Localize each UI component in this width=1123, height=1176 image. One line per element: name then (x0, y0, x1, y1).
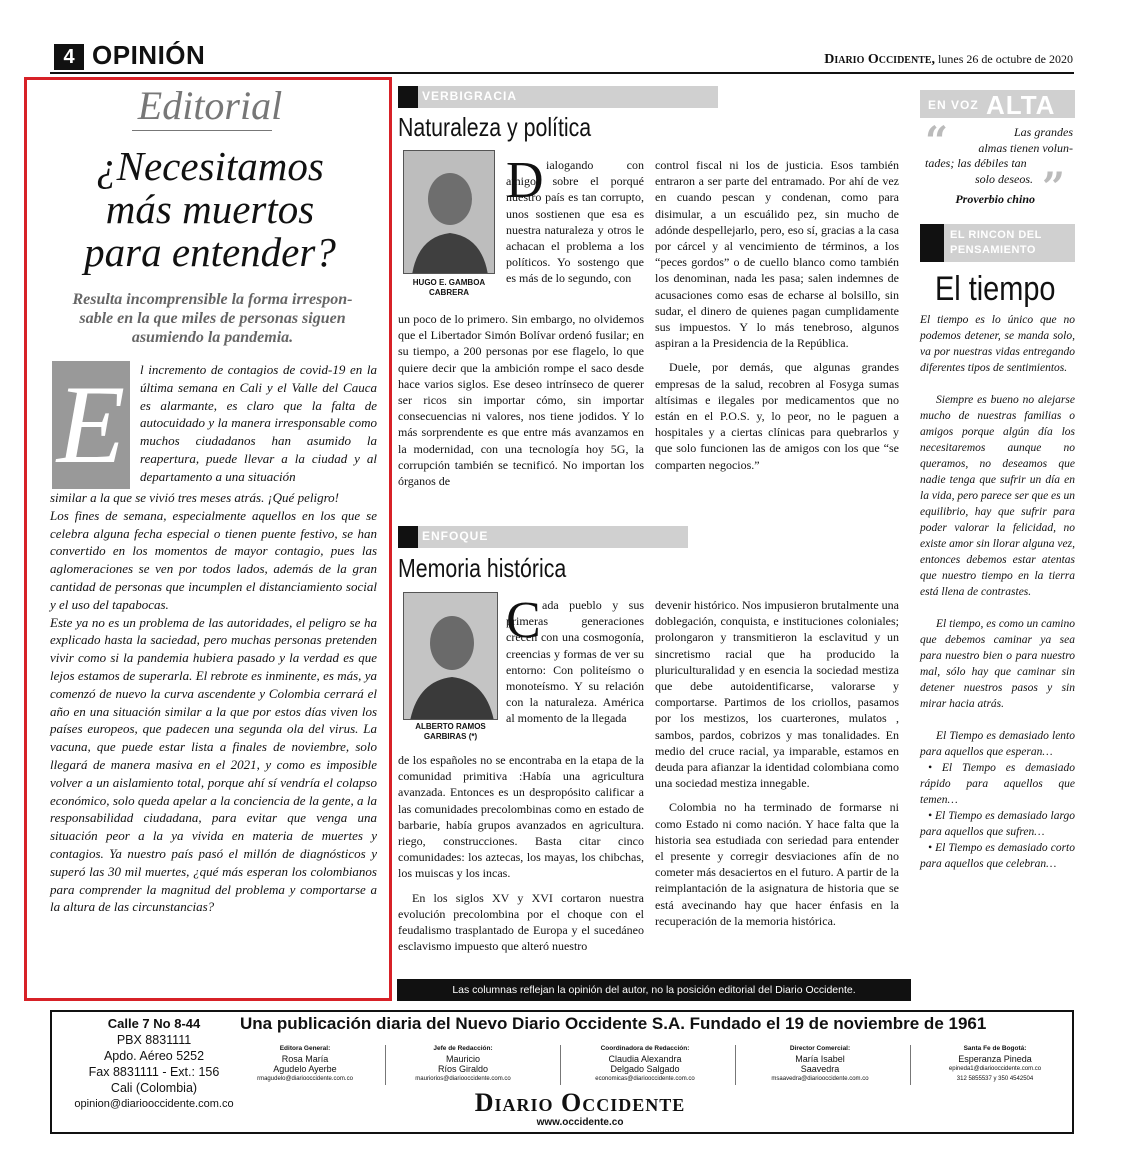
staff-name: Rosa María (281, 1054, 329, 1064)
rincon-label-line: PENSAMIENTO (950, 244, 1036, 256)
section-title: OPINIÓN (92, 40, 206, 70)
verbigracia-lead: ialogando con amigos sobre el porqué nuestro país es tan corrupto, unos sostienen que esa es nuestra naturaleza y otros le achacan el problema a los políticos. Yo sostengo que es más de lo segundo, con (506, 158, 644, 286)
verbigracia-paragraph: control fiscal ni los de justicia. Esos también entraron a ser parte del entramado. Por ahí de vez en cuando pescan y condenan, como para disimular, a un escuálido pez, sin mucho de adónde despellejarlo, pero, eso sí, gracias a la casa por cárcel y al vencimiento de términos, a los “peces gordos” o de cuello blanco como también los denominan, nada les pasa; salen indemnes de acusaciones como esas de echarse al bolsillo, sin sudar, el dinero de quienes pagan cumplidamente sus impuestos. Y lo más tenebroso, algunos aspiran a la Presidencia de la República. (655, 158, 899, 351)
en-voz-alta-header (920, 90, 1075, 118)
disclaimer-bar: Las columnas reflejan la opinión del autor, no la posición editorial del Diario Occidente. (397, 979, 911, 1001)
staff-role: Santa Fe de Bogotá: (963, 1045, 1027, 1052)
enfoque-header (398, 526, 688, 548)
rincon-header (920, 224, 1075, 262)
dateline (824, 52, 1073, 68)
website-url[interactable]: www.occidente.co (536, 1117, 624, 1128)
rincon-body (920, 312, 1075, 872)
author-photo-gamboa (403, 150, 495, 274)
editorial-paragraph: Este ya no es un problema de las autoridades, el peligro se ha explicado hasta la saciedad, pero muchas personas pretenden vivir como si la pandemia hubiera pasado y la verdad es que lejos estamos de superarla. El rebrote es inminente, es más, ya comenzó de nuevo la curva ascendente y Colombia cerrará el año en una situación similar a la que por estos días viven los países europeos, que padecen una segunda ola del virus. La vacuna, que puede estar lista a finales de noviembre, solo llegará de manera masiva en el 2021, y como es imposible volver a un aislamiento total, porque ahí sí vendría el colapso económico, solo queda apelar a la conciencia de la gente, a la responsabilidad ciudadana, para evitar que venga una situación peor a la ya vivida en materia de muertes y contagios. Ya nuestro país pasó el millón de diagnósticos y superó las 30 mil muertes, ¿qué más esperan los colombianos para comprender la magnitud del problema y comportarse a la altura de las circunstancias? (50, 614, 377, 915)
page-number: 4 (54, 44, 84, 70)
staff-block (398, 1044, 528, 1084)
staff-name: María Isabel (795, 1054, 845, 1064)
issue-date: lunes 26 de octubre de 2020 (935, 52, 1073, 66)
newspaper-logo: Diario Occidente (474, 1088, 686, 1117)
staff-divider (560, 1045, 561, 1085)
staff-email: epineda1@diariooccidente.com.co (948, 1066, 1042, 1072)
paper-name: Diario Occidente, (824, 52, 936, 67)
alta-label: ALTA (986, 90, 1056, 120)
rincon-label (950, 228, 1042, 258)
enfoque-paragraph: Colombia no ha terminado de formarse ni como Estado ni como nación. Y hace falta que la historia sea estudiada con seriedad para entender el presente y corregir desviaciones afín de no cometer más desaciertos en el futuro. A partir de la reimplantación de la asignatura de historia que se está avecinando hay que hacer énfasis en la recuperación de la memoria histórica. (655, 800, 899, 928)
rincon-label-line: EL RINCON DEL (950, 229, 1042, 241)
close-quote-icon: ” (1042, 164, 1066, 211)
headline-line: ¿Necesitamos (96, 143, 324, 189)
address-line: PBX 8831111 (116, 1033, 192, 1047)
staff-role: Editora General: (279, 1045, 331, 1052)
enfoque-paragraph: de los españoles no se encontraba en la etapa de la comunidad primitiva :Había una agricultura avanzada. Entonces es un despropósito calificar a las comunidades precolombinas como en estado de barbarie, había grupos avanzados en agricultura. riego, construcciones. Basta citar cinco comunidades: los aztecas, los mayas, los chibchas, los muiscas y los incas. (398, 753, 644, 881)
staff-name: Esperanza Pineda (958, 1054, 1032, 1064)
publication-tagline: Una publicación diaria del Nuevo Diario Occidente S.A. Fundado el 19 de noviembre de 1961 (240, 1014, 987, 1033)
subtitle-line: asumiendo la pandemia. (131, 329, 294, 346)
rincon-paragraph: El tiempo, es como un camino que debemos caminar ya sea para nuestro bien o para nuestro mal, sólo hay que caminar sin detener nuestros pasos y sin mirar hacia atrás. (920, 618, 1075, 710)
editorial-dropcap: E (52, 361, 130, 489)
address-line: Calle 7 No 8-44 (107, 1016, 201, 1031)
author-name-line: ALBERTO RAMOS (415, 722, 486, 731)
staff-divider (735, 1045, 736, 1085)
subtitle-line: Resulta incomprensible la forma irrespon- (72, 291, 353, 308)
staff-name: Claudia Alexandra (608, 1054, 682, 1064)
header-rule (50, 72, 1074, 74)
staff-block (920, 1044, 1070, 1084)
author-caption-gamboa (403, 278, 495, 298)
author-name-line: HUGO E. GAMBOA (412, 278, 486, 287)
author-caption-ramos (403, 722, 498, 742)
header-square (398, 526, 418, 548)
enfoque-title: Memoria histórica (398, 553, 567, 583)
address-line: Cali (Colombia) (110, 1081, 198, 1095)
rincon-bullet: • El Tiempo es demasiado largo para aquellos que sufren… (920, 810, 1075, 838)
verbigracia-title: Naturaleza y política (398, 112, 592, 142)
address-email: opinion@diariooccidente.com.co (74, 1098, 234, 1110)
person-silhouette-icon (404, 151, 495, 274)
quote-author: Proverbio chino (955, 192, 1035, 206)
staff-block (745, 1044, 895, 1084)
staff-name: Agudelo Ayerbe (273, 1064, 337, 1074)
editorial-paragraph: Los fines de semana, especialmente aquellos en los que se celebra alguna fecha especial o tienen puente festivo, se han convertido en los momentos de mayor contagio, pues las aglomeraciones se ven por todos lados, además de la gran cantidad de personas que incumplen el distanciamiento social y el uso del tapabocas. (50, 507, 377, 612)
quote-line: almas tienen volun- (978, 140, 1073, 155)
verbigracia-col2 (655, 157, 899, 473)
staff-divider (385, 1045, 386, 1085)
enfoque-dropcap: C (506, 592, 541, 649)
header-square (920, 224, 944, 262)
enfoque-col2 (655, 597, 899, 929)
staff-block (240, 1044, 370, 1084)
staff-role: Director Comercial: (789, 1045, 851, 1052)
column-label: ENFOQUE (422, 529, 489, 543)
editorial-body (50, 489, 377, 916)
staff-block (570, 1044, 720, 1084)
en-voz-label: EN VOZ (928, 98, 979, 112)
rincon-paragraph: Siempre es bueno no alejarse mucho de nuestras familias o amigos porque algún día los necesitaremos aunque no queramos, no deseamos que nadie tenga que sufrir un día en la vida, pero parece ser que es un equilibrio, hay que sufrir para poder valorar la felicidad, no existe amor sin llorar alguna vez, entonces debemos estar atentas que nuestro tiempo en la tierra está llena de contrastes. (920, 394, 1075, 598)
editorial-paragraph: similar a la que se vivió tres meses atrás. ¡Qué peligro! (50, 490, 339, 505)
staff-divider (910, 1045, 911, 1085)
editorial-kicker-rule (132, 130, 272, 131)
editorial-headline (30, 145, 390, 274)
staff-email: economicas@diariooccidente.com.co (595, 1076, 695, 1082)
editorial-intro: l incremento de contagios de covid-19 en la última semana en Cali y el Valle del Cauca es alarmante, es claro que la falta de autocuidado y la manera irresponsable como muchos ciudadanos han asumido la reapertura, puede llevar a la ciudad y al departamento a una situación (140, 362, 377, 484)
column-label: VERBIGRACIA (422, 89, 518, 103)
staff-email: msaavedra@diariooccidente.com.co (771, 1076, 869, 1082)
staff-name: Ríos Giraldo (437, 1064, 489, 1074)
open-quote-icon: “ (925, 118, 949, 165)
verbigracia-col1: un poco de lo primero. Sin embargo, no olvidemos que el Libertador Simón Bolívar ordenó fusilar; en su tiempo, a 200 personas por ese flagelo, lo que quiere decir que la ambición rompe el saco desde hace varios siglos. Ese deseo intrínseco de querer ser ricos sin importar cómo, sin importar consecuencias ni valores, nos tiene jodidos. Y lo más sorprendente es que entre más avanzamos en la modernidad, con una tecnología hoy 5G, la corrupción también se tecnificó. No importan los órganos de (398, 312, 644, 489)
staff-name: Saavedra (800, 1064, 840, 1074)
enfoque-lead: ada pueblo y sus primeras generaciones crecen con una cosmogonía, creencias y formas de ver su entorno: Con politeísmo o monoteísmo. Y su relación con la naturaleza. América al momento de la llegada (506, 598, 644, 726)
headline-line: más muertos (105, 186, 315, 232)
staff-phone: 312 5855537 y 350 4542504 (956, 1076, 1034, 1082)
person-silhouette-icon (404, 593, 498, 720)
rincon-paragraph: El tiempo es lo único que no podemos detener, se manda solo, va por nuestras vidas entregando diferentes tipos de sentimientos. (920, 314, 1075, 374)
verbigracia-header (398, 86, 718, 108)
quote-line: solo deseos. (975, 171, 1033, 186)
rincon-title: El tiempo (935, 270, 1056, 308)
staff-email: rmagudelo@diariooccidente.com.co (257, 1076, 353, 1082)
staff-email: mauriorios@diariooccidente.com.co (415, 1076, 511, 1082)
quote-line: tades; las débiles tan (925, 156, 1027, 170)
verbigracia-dropcap: D (506, 152, 544, 209)
staff-role: Coordinadora de Redacción: (600, 1045, 690, 1052)
enfoque-col1 (398, 752, 644, 954)
verbigracia-paragraph: Duele, por demás, que algunas grandes empresas de la salud, recobren al Fosyga sumas altísimas e ilegales por medicamentos que no están en el P.O.S. y, lo peor, no le paguen a hospitales y a ciertas clínicas para quebrarlos y que solo funcionen las de amigos con los que “se comparten negocios.” (655, 360, 899, 472)
editorial-subtitle (40, 290, 385, 347)
footer-address (56, 1016, 252, 1112)
header-square (398, 86, 418, 108)
address-line: Fax 8831111 - Ext.: 156 (88, 1065, 220, 1079)
rincon-bullet: • El Tiempo es demasiado rápido para aquellos que temen… (920, 762, 1075, 806)
staff-name: Mauricio (445, 1054, 480, 1064)
editorial-kicker: Editorial (137, 83, 283, 128)
rincon-bullet: • El Tiempo es demasiado corto para aquellos que celebran… (920, 842, 1075, 870)
enfoque-paragraph: devenir histórico. Nos impusieron brutalmente una doblegación, conquista, e instituciones coloniales; prolongaron y transmitieron la esclavitud y un sincretismo racial que ha producido la pluriculturalidad y en esencia la sociedad mestiza que debe autoidentificarse, valorarse y comportarse. Partimos de los criollos, pasamos por los mestizos, los cuarterones, mulatos , sambos, pardos, cobrizos y mas tonalidades. En medio del cruce racial, ya imparable, estamos en deuda para afianzar la identidad colombiana como una sociedad mestiza innegable. (655, 598, 899, 791)
enfoque-paragraph: En los siglos XV y XVI cortaron nuestra evolución precolombina por el choque con el feudalismo trasplantado de Europa y el sucedáneo esclavismo impuesto que alteró nuestro (398, 890, 644, 954)
quote-line: Las grandes (1013, 125, 1073, 139)
rincon-paragraph: El Tiempo es demasiado lento para aquellos que esperan… (920, 730, 1075, 758)
author-name-line: CABRERA (429, 288, 469, 297)
staff-role: Jefe de Redacción: (433, 1045, 493, 1052)
author-photo-ramos (403, 592, 498, 720)
address-line: Apdo. Aéreo 5252 (103, 1049, 205, 1063)
headline-line: para entender? (84, 229, 336, 275)
subtitle-line: sable en la que miles de personas siguen (79, 310, 346, 327)
author-name-line: GARBIRAS (*) (423, 732, 478, 741)
staff-name: Delgado Salgado (610, 1064, 680, 1074)
